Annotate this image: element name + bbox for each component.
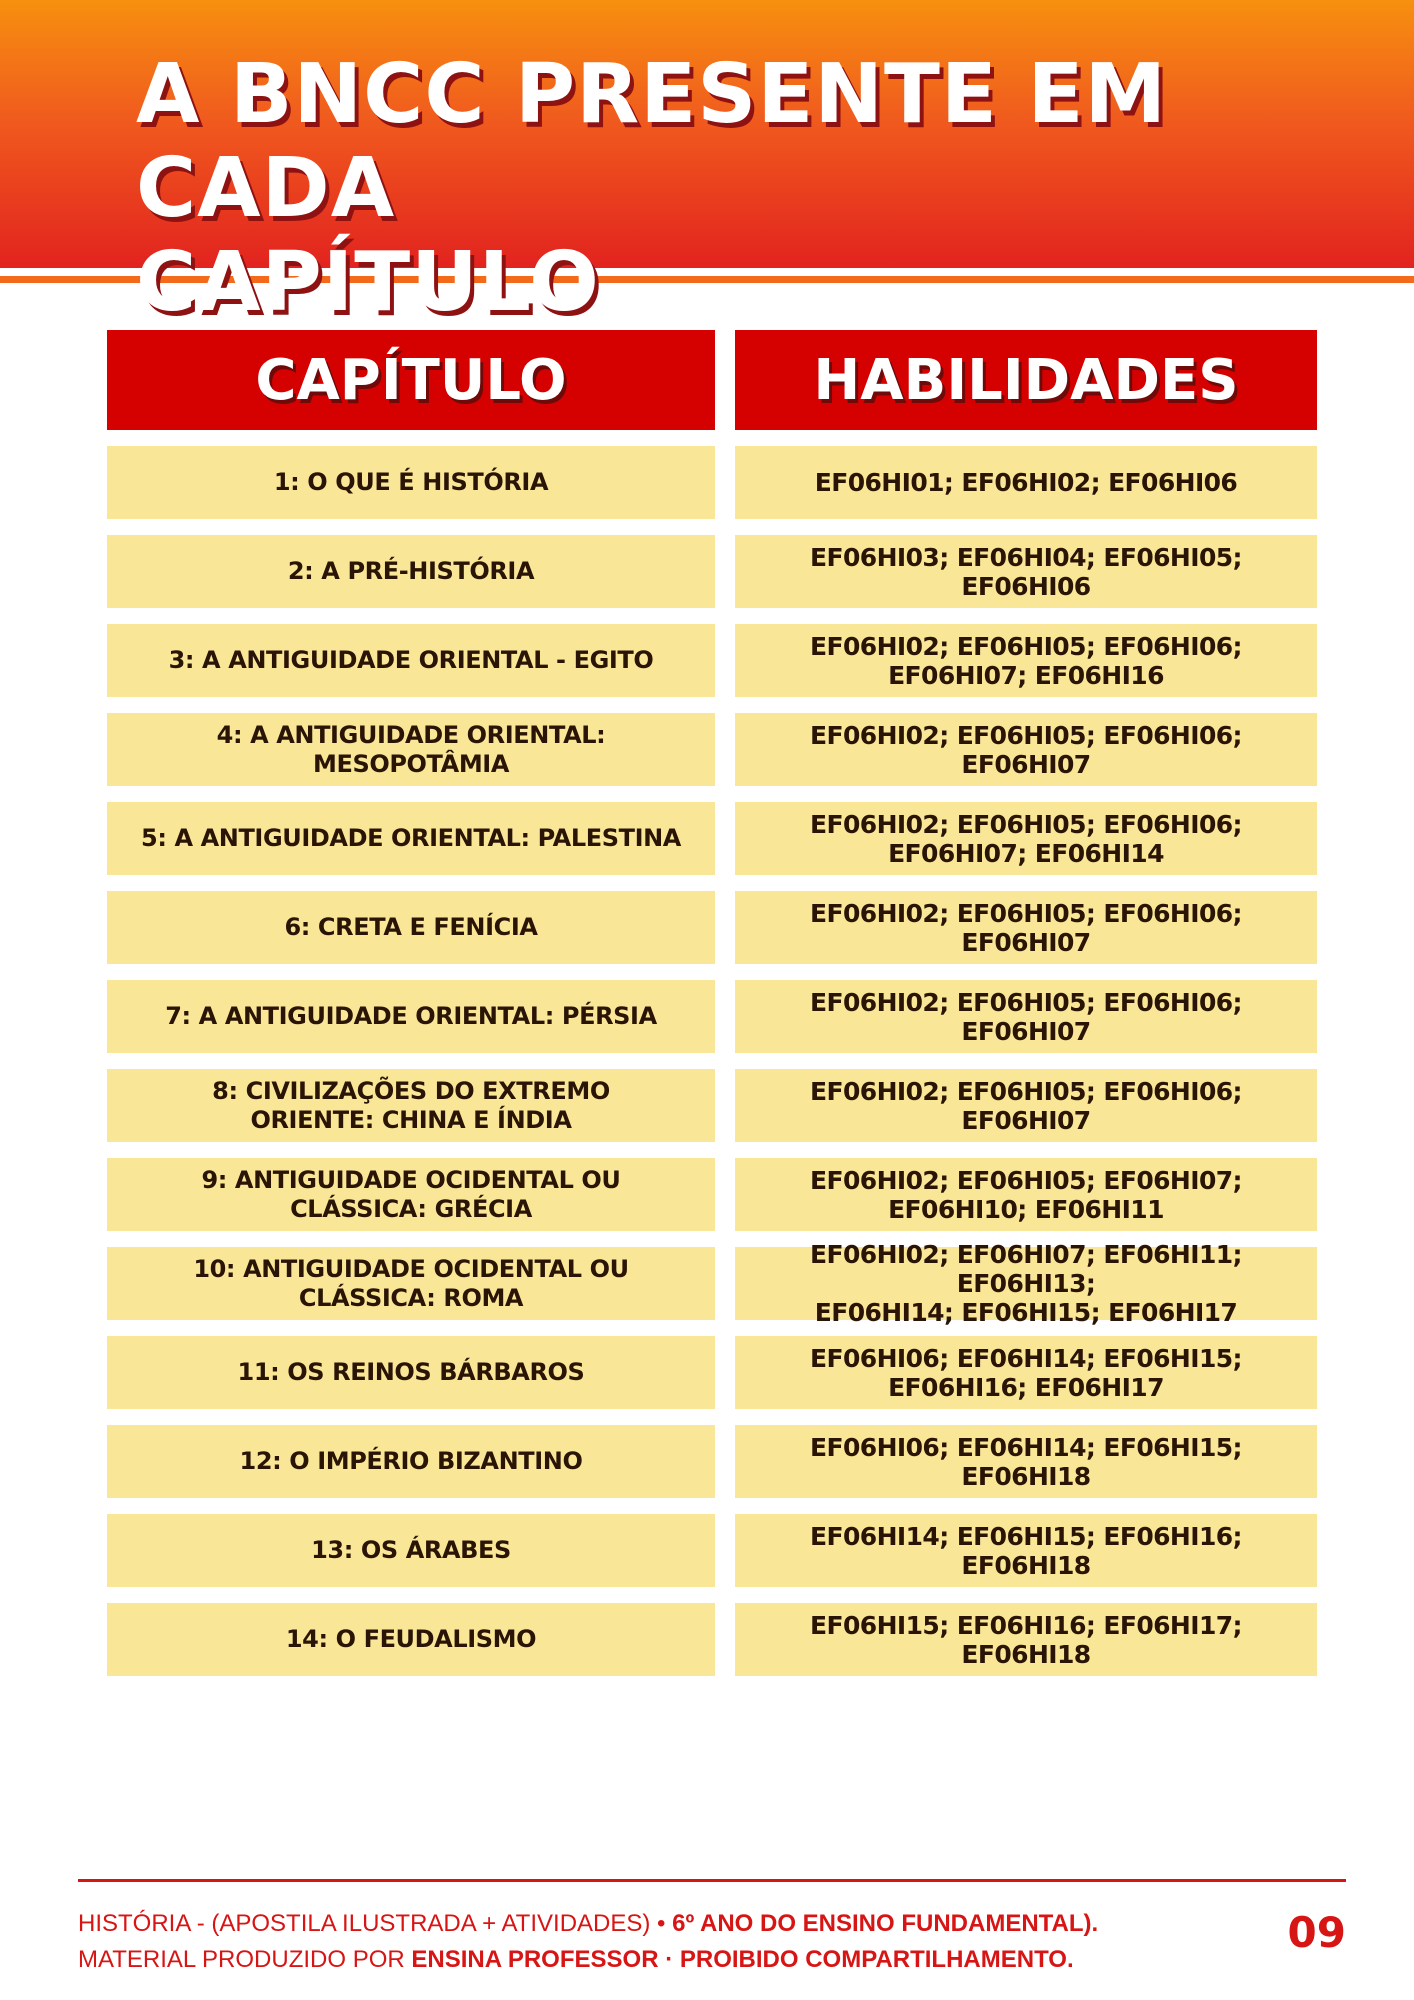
column-header-skills: HABILIDADES (735, 330, 1317, 430)
chapter-label: 10: ANTIGUIDADE OCIDENTAL OU CLÁSSICA: ROMA (193, 1254, 629, 1312)
footer-text (78, 1906, 1228, 1978)
table-row-chapter (107, 1425, 715, 1498)
chapter-label: 5: A ANTIGUIDADE ORIENTAL: PALESTINA (141, 824, 681, 852)
page-title-line1: A BNCC PRESENTE EM CADA (136, 47, 1168, 236)
skills-label: EF06HI03; EF06HI04; EF06HI05; EF06HI06 (810, 542, 1242, 601)
page-number: 09 (1287, 1908, 1346, 1957)
skills-label: EF06HI02; EF06HI05; EF06HI06; EF06HI07 (810, 1076, 1242, 1135)
footer-line1-bold: 6º ANO DO ENSINO FUNDAMENTAL (672, 1910, 1084, 1937)
footer-line1-plain: HISTÓRIA - (APOSTILA ILUSTRADA + ATIVIDADES) • (78, 1910, 673, 1937)
footer-line2-bold: ENSINA PROFESSOR · PROIBIDO COMPARTILHAMENTO. (411, 1946, 1074, 1973)
table-row-chapter (107, 1247, 715, 1320)
chapter-label: 2: A PRÉ-HISTÓRIA (287, 557, 535, 585)
skills-label: EF06HI02; EF06HI05; EF06HI06; EF06HI07; EF06HI16 (810, 631, 1242, 690)
skills-label: EF06HI02; EF06HI05; EF06HI06; EF06HI07 (810, 720, 1242, 779)
table-row-chapter (107, 1069, 715, 1142)
table-row-chapter (107, 1336, 715, 1409)
page-title-line2: CAPÍTULO (136, 235, 600, 330)
footer-line1-end: ). (1083, 1910, 1099, 1937)
table-row-skills (735, 1336, 1317, 1409)
skills-label: EF06HI02; EF06HI05; EF06HI06; EF06HI07; EF06HI14 (810, 809, 1242, 868)
chapter-label: 6: CRETA E FENÍCIA (284, 913, 538, 941)
table-row-skills (735, 980, 1317, 1053)
table-row-skills (735, 1240, 1317, 1327)
table-row-skills (735, 802, 1317, 875)
table-row-skills (735, 446, 1317, 519)
table-row-chapter (107, 980, 715, 1053)
table-row-chapter (107, 713, 715, 786)
table-row-skills (735, 535, 1317, 608)
table-row-skills (735, 713, 1317, 786)
footer-divider (78, 1879, 1346, 1882)
table-row-skills (735, 1158, 1317, 1231)
footer-line2 (78, 1942, 1228, 1978)
skills-label: EF06HI06; EF06HI14; EF06HI15; EF06HI18 (810, 1432, 1242, 1491)
chapter-label: 7: A ANTIGUIDADE ORIENTAL: PÉRSIA (165, 1002, 657, 1030)
table-row-chapter (107, 1158, 715, 1231)
table-row-chapter (107, 446, 715, 519)
skills-label: EF06HI02; EF06HI07; EF06HI11; EF06HI13; EF06HI14; EF06HI15; EF06HI17 (810, 1240, 1242, 1327)
chapter-label: 9: ANTIGUIDADE OCIDENTAL OU CLÁSSICA: GRÉCIA (201, 1165, 621, 1223)
table-row-skills (735, 1425, 1317, 1498)
chapter-label: 14: O FEUDALISMO (285, 1625, 537, 1653)
table-row-skills (735, 1069, 1317, 1142)
table-row-chapter (107, 1603, 715, 1676)
table-row-skills (735, 891, 1317, 964)
skills-label: EF06HI15; EF06HI16; EF06HI17; EF06HI18 (810, 1610, 1242, 1669)
table-row-chapter (107, 624, 715, 697)
table-row-skills (735, 1603, 1317, 1676)
skills-label: EF06HI02; EF06HI05; EF06HI06; EF06HI07 (810, 987, 1242, 1046)
table-row-chapter (107, 1514, 715, 1587)
skills-label: EF06HI02; EF06HI05; EF06HI07; EF06HI10; EF06HI11 (810, 1165, 1242, 1224)
skills-label: EF06HI06; EF06HI14; EF06HI15; EF06HI16; EF06HI17 (810, 1343, 1242, 1402)
skills-label: EF06HI01; EF06HI02; EF06HI06 (814, 468, 1238, 497)
footer-line1 (78, 1906, 1228, 1942)
chapter-label: 3: A ANTIGUIDADE ORIENTAL - EGITO (168, 646, 654, 674)
chapter-label: 1: O QUE É HISTÓRIA (273, 468, 549, 496)
page-title (136, 48, 1336, 330)
skills-label: EF06HI02; EF06HI05; EF06HI06; EF06HI07 (810, 898, 1242, 957)
column-header-chapter: CAPÍTULO (107, 330, 715, 430)
table-row-chapter (107, 891, 715, 964)
table-row-chapter (107, 802, 715, 875)
chapter-label: 4: A ANTIGUIDADE ORIENTAL: MESOPOTÂMIA (216, 720, 606, 778)
chapter-label: 13: OS ÁRABES (311, 1536, 511, 1564)
chapter-label: 8: CIVILIZAÇÕES DO EXTREMO ORIENTE: CHINA E ÍNDIA (212, 1076, 610, 1134)
chapter-label: 11: OS REINOS BÁRBAROS (237, 1358, 585, 1386)
skills-label: EF06HI14; EF06HI15; EF06HI16; EF06HI18 (810, 1521, 1242, 1580)
table-row-chapter (107, 535, 715, 608)
table-row-skills (735, 624, 1317, 697)
table-row-skills (735, 1514, 1317, 1587)
footer-line2-plain: MATERIAL PRODUZIDO POR (78, 1946, 412, 1973)
chapter-label: 12: O IMPÉRIO BIZANTINO (239, 1447, 583, 1475)
